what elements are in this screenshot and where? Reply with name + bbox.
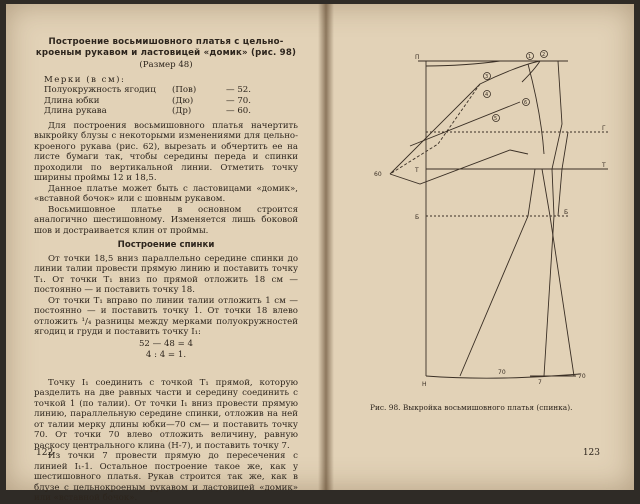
measures-block xyxy=(34,75,298,117)
page-number-left: 122 xyxy=(36,448,54,458)
diagram-label: Т xyxy=(415,167,419,174)
diagram-label: 60 xyxy=(374,171,382,178)
diagram-label: 4 xyxy=(485,92,489,98)
pattern-line xyxy=(390,61,540,174)
diagram-label: 3 xyxy=(485,74,489,80)
diagram-label: 6 xyxy=(524,100,528,106)
figure-caption: Рис. 98. Выкройка восьмишовного платья (спинка). xyxy=(370,403,573,412)
measure-name: Длина рукава xyxy=(44,106,107,116)
diagram-label: Т xyxy=(602,162,606,169)
diagram-label: 1 xyxy=(528,54,532,60)
measure-value: — 70. xyxy=(226,95,251,106)
left-page xyxy=(6,4,322,503)
chapter-title xyxy=(34,37,298,59)
diagram-label: Н xyxy=(422,381,427,388)
diagram-label: 70 xyxy=(578,373,586,380)
measures-heading: Мерки (в см): xyxy=(44,74,126,85)
measure-row xyxy=(34,106,298,117)
measure-code: (Пов) xyxy=(172,85,197,95)
pattern-line xyxy=(542,169,574,376)
page-number-right: 123 xyxy=(582,448,600,458)
pattern-line xyxy=(544,169,554,376)
left-page-text xyxy=(34,37,298,504)
pattern-line xyxy=(558,132,568,216)
formula-line: 4 : 4 = 1. xyxy=(145,350,187,360)
paragraph: Точку I₁ соединить с точкой Т₁ прямой, которую разделить на две равных части и середину соединить с точкой 1 (по талии). От точки I₁ вниз провести прямую линию, параллельную середине спинки, отложив на ней от талии мерку длины юбки—70 см— и поставить точку 70. От точки 70 влево отложить величину, равную раскосу центрального клина (Н-7), и поставить точку 7. xyxy=(34,377,298,451)
section-heading: Построение спинки xyxy=(117,240,215,250)
measure-row xyxy=(34,85,298,96)
diagram-label: Г xyxy=(602,125,606,132)
paragraph: Данное платье может быть с ластовицами «домик», «вставной бочок» или с шовным рукавом. xyxy=(34,183,298,204)
diagram-label: 70 xyxy=(498,369,506,376)
diagram-label: Б xyxy=(564,209,569,216)
formula-line: 52 — 48 = 4 xyxy=(138,338,194,349)
diagram-label: 2 xyxy=(542,52,546,58)
pattern-line xyxy=(426,61,500,66)
measure-name: Полуокружность ягодиц xyxy=(44,85,156,95)
measure-code: (Дю) xyxy=(172,95,194,106)
dress-pattern-diagram xyxy=(330,4,634,404)
paragraph: От точки 18,5 вниз параллельно середине спинки до линии талии провести прямую линию и поставить точку Т₁. От точки Т₁ вниз по прямой отложить 18 см — постоянно — и поставить точку 18. xyxy=(34,253,298,295)
pattern-line xyxy=(522,61,540,82)
title-line-1: Построение восьмишовного платья с цельно- xyxy=(48,37,284,47)
paragraph: От точки Т₁ вправо по линии талии отложить 1 см — постоянно — и поставить точку 1. От точки 18 влево отложить ¹/₄ разницы между мерками полуокружностей ягодиц и груди и поставить точку I₁: xyxy=(34,295,298,337)
diagram-label: Б xyxy=(415,214,420,221)
measure-name: Длина юбки xyxy=(44,95,100,106)
measure-value: — 60. xyxy=(226,106,251,116)
pattern-line xyxy=(460,169,535,376)
measure-value: — 52. xyxy=(226,85,251,95)
pattern-line xyxy=(552,61,562,169)
diagram-label: 7 xyxy=(538,379,542,386)
right-page xyxy=(330,4,634,490)
pattern-line xyxy=(410,102,520,146)
paragraph: Восьмишовное платье в основном строится аналогично шестишовному. Изменяется лишь боковой шов и достраивается клин от проймы. xyxy=(34,204,298,236)
paragraph: Для построения восьмишовного платья начертить выкройку блузы с некоторыми изменениями для цельно-кроеного рукава (рис. 62), вырезать и обчертить ее на листе бумаги так, чтобы середины переда и спинки проходили по вертикальной линии. Отметить точку ширины проймы 12 и 18,5. xyxy=(34,120,298,183)
pattern-line xyxy=(528,64,544,154)
size-label: (Размер 48) xyxy=(139,60,193,70)
measure-row xyxy=(34,96,298,107)
diagram-label: 5 xyxy=(494,116,498,122)
book-spread xyxy=(6,4,634,503)
pattern-line xyxy=(390,150,528,184)
title-line-2: кроеным рукавом и ластовицей «домик» (рис. 98) xyxy=(35,48,297,58)
diagram-label: П xyxy=(415,54,420,61)
measure-code: (Др) xyxy=(172,106,192,116)
paragraph: Из точки 7 провести прямую до пересечения с линией I₁-1. Остальное построение такое же, как у шестишовного платья. Рукав строится так же, как в блузе с цельнокроеным рукавом и ластовицей «домик» или «вставной бочок». xyxy=(34,451,298,503)
